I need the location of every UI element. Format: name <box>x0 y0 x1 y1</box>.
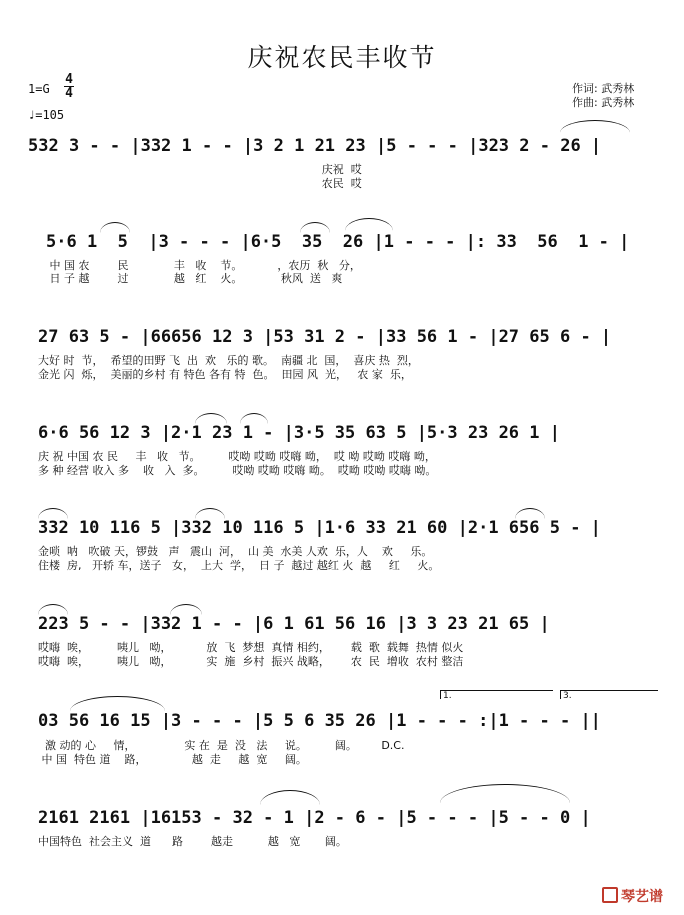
time-bottom: 4 <box>65 86 73 101</box>
slur <box>440 784 570 803</box>
notation-row-5: 332 10 116 5 |332 10 116 5 |1·6 33 21 60 |2·1 656 5 - | <box>38 518 601 538</box>
tempo-marking: ♩=105 <box>28 108 65 122</box>
lyric-row-3-line-1: 大好 时 节， 希望的田野 飞 出 欢 乐的 歌。 南疆 北 国， 喜庆 热 烈， <box>38 354 419 367</box>
lyric-row-5-line-1: 金唢 呐 吹破 天，锣鼓 声 震山 河， 山 美 水美 人欢 乐，人 欢 乐。 <box>38 545 433 558</box>
slur <box>38 604 68 615</box>
lyric-row-7-line-1: 激 动的 心 情， 实 在 是 没 法 说。 阔。 D.C. <box>38 739 405 752</box>
key-signature <box>28 72 73 101</box>
lyric-row-8-line-1: 中国特色 社会主义 道 路 越走 越 宽 阔。 <box>38 835 347 848</box>
notation-row-8: 2161 2161 |16153 - 32 - 1 |2 - 6 - |5 - - - |5 - - 0 | <box>38 808 591 828</box>
lyric-row-4-line-2: 多 种 经营 收入 多 收 入 多。 哎呦 哎呦 哎嗨 呦。 哎呦 哎呦 哎嗨 呦。 <box>38 464 437 477</box>
slur <box>70 696 165 711</box>
lyric-row-4-line-1: 庆 祝 中国 农 民 丰 收 节。 哎呦 哎呦 哎嗨 呦， 哎 呦 哎呦 哎嗨 呦， <box>38 450 436 463</box>
slur <box>260 790 320 805</box>
lyricist-credit: 作词: 武秀林 <box>572 82 635 95</box>
slur <box>560 120 630 133</box>
lyric-row-1-line-1: 庆祝 哎 <box>28 163 362 176</box>
score-title: 庆祝农民丰收节 <box>247 43 437 72</box>
slur <box>195 508 225 519</box>
slur <box>515 508 545 519</box>
time-top: 4 <box>65 72 73 87</box>
credits <box>572 82 634 110</box>
lyric-row-2-line-1: 中 国 农 民 丰 收 节。 ，农历 秋 分， <box>46 259 361 272</box>
logo-text: 琴艺谱 <box>621 889 663 905</box>
lyric-row-6-line-2: 哎嗨 唉， 咦儿 呦， 实 施 乡村 振兴 战略， 农 民 增收 农村 整洁 <box>38 655 464 668</box>
notation-row-6: 223 5 - - |332 1 - - |6 1 61 56 16 |3 3 23 21 65 | <box>38 614 550 634</box>
slur <box>38 508 68 519</box>
slur <box>170 604 202 615</box>
lyric-row-2-line-2: 日 子 越 过 越 红 火。 秋风 送 爽 <box>46 272 343 285</box>
lyric-row-7-line-2: 中 国 特色 道 路， 越 走 越 宽 阔。 <box>38 753 307 766</box>
slur <box>100 222 130 233</box>
lyric-row-1-line-2: 农民 哎 <box>28 177 362 190</box>
logo-mark-icon <box>602 887 618 903</box>
time-signature <box>64 73 74 100</box>
site-logo <box>602 886 663 906</box>
lyric-row-5-line-2: 住楼 房, 开轿 车，送子 女， 上大 学， 日 子 越过 越红 火 越 红 火。 <box>38 559 440 572</box>
lyric-row-6-line-1: 哎嗨 唉， 咦儿 呦， 放 飞 梦想 真情 相约， 载 歌 载舞 热情 似火 <box>38 641 464 654</box>
slur <box>345 218 393 231</box>
slur <box>195 413 227 424</box>
notation-row-2: 5·6 1 5 |3 - - - |6·5 35 26 |1 - - - |: 33 56 1 - | <box>46 232 630 252</box>
volta-3: 3. <box>560 690 658 699</box>
key-label: 1=G <box>28 82 50 96</box>
slur <box>300 222 330 233</box>
notation-row-4: 6·6 56 12 3 |2·1 23 1 - |3·5 35 63 5 |5·3 23 26 1 | <box>38 423 560 443</box>
composer-credit: 作曲: 武秀林 <box>572 96 635 109</box>
lyric-row-3-line-2: 金光 闪 烁， 美丽的乡村 有 特色 各有 特 色。 田园 风 光， 农 家 乐， <box>38 368 412 381</box>
notation-row-1: 532 3 - - |332 1 - - |3 2 1 21 23 |5 - - - |323 2 - 26 | <box>28 136 602 156</box>
notation-row-7: 03 56 16 15 |3 - - - |5 5 6 35 26 |1 - - - :|1 - - - || <box>38 711 601 731</box>
volta-1: 1. <box>440 690 553 699</box>
notation-row-3: 27 63 5 - |66656 12 3 |53 31 2 - |33 56 1 - |27 65 6 - | <box>38 327 612 347</box>
slur <box>240 413 268 424</box>
